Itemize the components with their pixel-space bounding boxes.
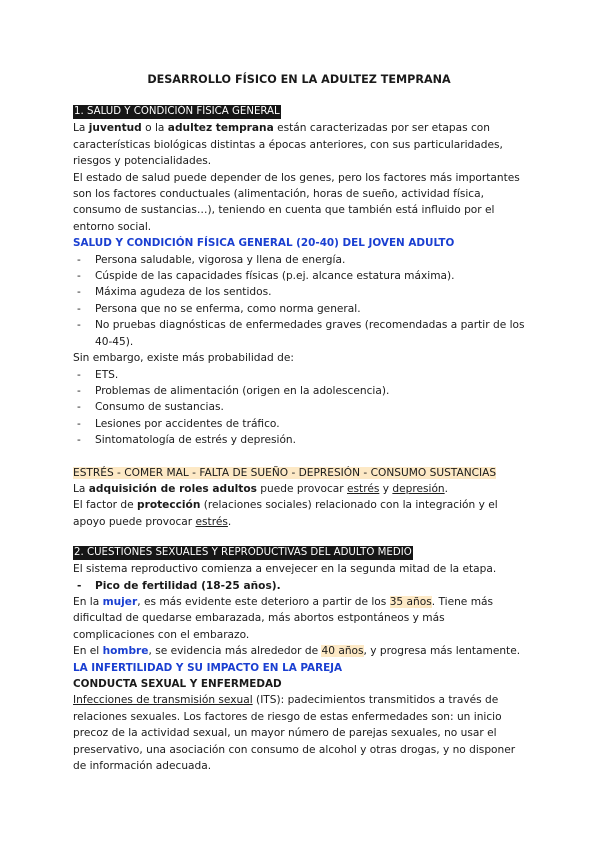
fertility-list xyxy=(73,578,525,594)
text-run: La xyxy=(73,122,89,135)
underlined-term: estrés xyxy=(347,482,380,495)
section-2-paragraph-4 xyxy=(73,692,525,774)
list-item xyxy=(73,383,525,399)
section-2 xyxy=(73,542,525,774)
highlighted-term: 40 años xyxy=(321,645,364,658)
text-run: . xyxy=(444,482,449,495)
list-item xyxy=(73,317,525,350)
list-item-text: Sintomatología de estrés y depresión. xyxy=(95,434,297,447)
bold-term: adquisición de roles adultos xyxy=(88,482,257,495)
section-1-paragraph-4 xyxy=(73,481,525,497)
text-run: En el xyxy=(73,645,103,658)
dash-bullet: - xyxy=(77,253,81,266)
highlight-line-wrap xyxy=(73,465,525,481)
page-title: DESARROLLO FÍSICO EN LA ADULTEZ TEMPRANA xyxy=(147,73,451,86)
list-item xyxy=(73,301,525,317)
document-page xyxy=(73,72,525,774)
dash-bullet: - xyxy=(77,270,81,283)
list-item xyxy=(73,284,525,300)
text-run: o la xyxy=(141,122,168,135)
list-item-text: Persona que no se enferma, como norma general. xyxy=(95,302,361,315)
list-item xyxy=(73,416,525,432)
text-run: , y progresa más lentamente. xyxy=(363,645,521,658)
spacer xyxy=(73,530,525,542)
bold-term: protección xyxy=(137,499,201,512)
section-2-subheading-2: CONDUCTA SEXUAL Y ENFERMEDAD xyxy=(73,678,282,690)
blue-term: mujer xyxy=(102,595,138,608)
section-1-paragraph-2: El estado de salud puede depender de los genes, pero los factores más importantes son los factores conductuales (alimentación, horas de sueño, actividad física, consumo de sustancias…), teniendo en cuenta que también está influido por el entorno social. xyxy=(73,171,520,233)
text-run: El factor de xyxy=(73,499,138,512)
section-1-paragraph-5 xyxy=(73,497,525,530)
list-item-text: Problemas de alimentación (origen en la adolescencia). xyxy=(95,384,390,397)
section-1-paragraph-3: Sin embargo, existe más probabilidad de: xyxy=(73,352,294,365)
text-run: En la xyxy=(73,595,103,608)
list-item xyxy=(73,432,525,448)
text-run: (ITS): padecimientos transmitidos a través de relaciones sexuales. Los factores de riesgo de estas enfermedades son: un inicio precoz de la actividad sexual, un mayor número de parejas sexuales, no usar el preservativo, una asociación con consumo de alcohol y otras drogas, y no disponer de información adecuada. xyxy=(73,694,516,773)
list-item xyxy=(73,367,525,383)
risk-list xyxy=(73,367,525,449)
list-item-text: ETS. xyxy=(95,368,119,381)
list-item xyxy=(73,252,525,268)
section-1 xyxy=(73,101,525,530)
bold-term: juventud xyxy=(88,122,142,135)
text-run: , es más evidente este deterioro a partir de los xyxy=(137,595,390,608)
text-run: . xyxy=(227,515,232,528)
dash-bullet: - xyxy=(77,579,82,592)
section-2-paragraph-1: El sistema reproductivo comienza a envejecer en la segunda mitad de la etapa. xyxy=(73,563,497,576)
highlighted-term: 35 años xyxy=(389,595,432,608)
bold-term: adultez temprana xyxy=(167,122,274,135)
dash-bullet: - xyxy=(77,401,81,414)
highlighted-keywords: ESTRÉS - COMER MAL - FALTA DE SUEÑO - DEPRESIÓN - CONSUMO SUSTANCIAS xyxy=(73,466,497,479)
blue-term: hombre xyxy=(102,645,149,658)
dash-bullet: - xyxy=(77,319,81,332)
text-run: . Tiene más dificultad de quedarse embarazada, más abortos estpontáneos y más complicaciones con el embarazo. xyxy=(73,595,494,641)
section-2-heading: 2. CUESTIONES SEXUALES Y REPRODUCTIVAS DEL ADULTO MEDIO xyxy=(74,547,412,559)
text-run: , se evidencia más alrededor de xyxy=(148,645,322,658)
list-item xyxy=(73,268,525,284)
list-item-text: Pico de fertilidad (18-25 años). xyxy=(95,579,281,592)
list-item-text: Cúspide de las capacidades físicas (p.ej. alcance estatura máxima). xyxy=(95,270,455,283)
list-item-text: Máxima agudeza de los sentidos. xyxy=(95,286,272,299)
text-run: (relaciones sociales) relacionado con la integración y el apoyo puede provocar xyxy=(73,499,498,528)
section-2-subheading: LA INFERTILIDAD Y SU IMPACTO EN LA PAREJA xyxy=(73,661,343,674)
dash-bullet: - xyxy=(77,417,81,430)
section-2-paragraph-3 xyxy=(73,643,525,659)
dash-bullet: - xyxy=(77,368,81,381)
section-2-paragraph-2 xyxy=(73,594,525,643)
underlined-term: depresión xyxy=(392,482,445,495)
section-1-heading: 1. SALUD Y CONDICIÓN FÍSICA GENERAL xyxy=(74,106,280,118)
text-run: puede provocar xyxy=(256,482,347,495)
dash-bullet: - xyxy=(77,434,81,447)
underlined-term: estrés xyxy=(195,515,228,528)
text-run: están caracterizadas por ser etapas con características biológicas distintas a épocas anteriores, con sus particularidades, riesgos y potencialidades. xyxy=(73,122,503,168)
list-item xyxy=(73,399,525,415)
list-item-text: Consumo de sustancias. xyxy=(95,401,224,414)
dash-bullet: - xyxy=(77,286,81,299)
list-item-text: Lesiones por accidentes de tráfico. xyxy=(95,417,280,430)
text-run: La xyxy=(73,482,89,495)
dash-bullet: - xyxy=(77,384,81,397)
list-item-text: No pruebas diagnósticas de enfermedades graves (recomendadas a partir de los 40-45). xyxy=(95,319,525,348)
section-1-subheading: SALUD Y CONDICIÓN FÍSICA GENERAL (20-40) DEL JOVEN ADULTO xyxy=(73,237,455,250)
section-1-paragraph-1 xyxy=(73,120,525,169)
underlined-term: Infecciones de transmisión sexual xyxy=(73,694,253,707)
list-item-text: Persona saludable, vigorosa y llena de energía. xyxy=(95,253,346,266)
text-run: y xyxy=(379,482,393,495)
dash-bullet: - xyxy=(77,302,81,315)
health-traits-list xyxy=(73,252,525,350)
list-item xyxy=(73,578,525,594)
spacer xyxy=(73,449,525,465)
